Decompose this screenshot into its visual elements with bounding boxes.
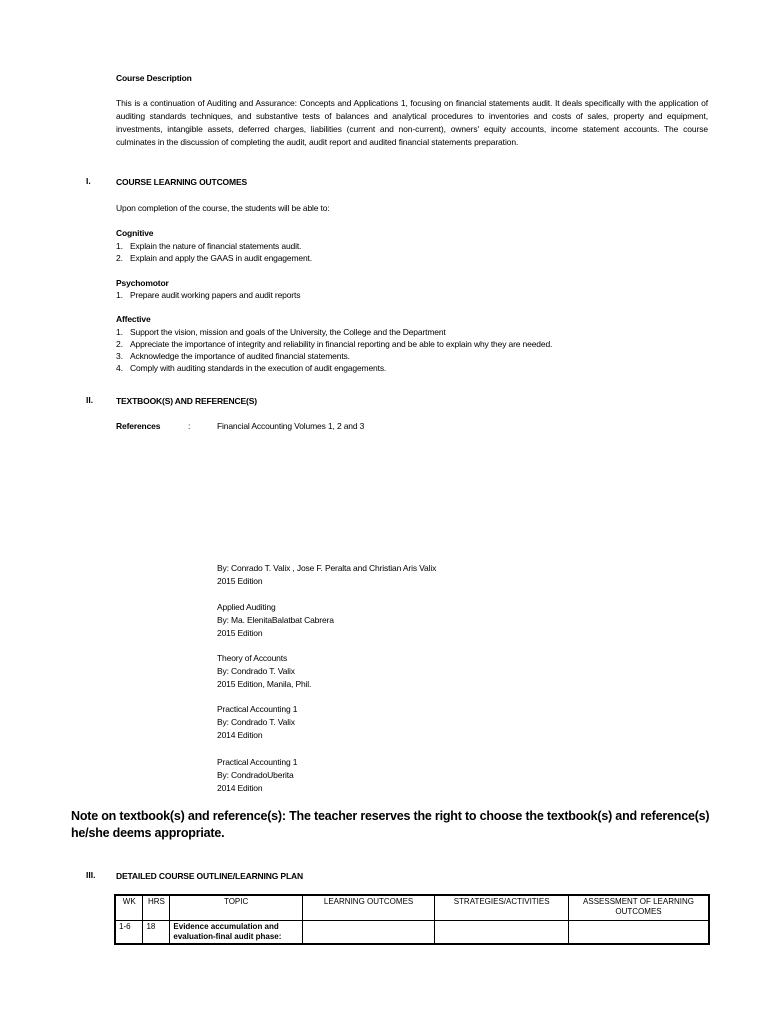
column-header-hrs: HRS [143, 895, 170, 921]
list-item: 4. Comply with auditing standards in the execution of audit engagements. [116, 363, 387, 373]
reference-note: Note on textbook(s) and reference(s): The teacher reserves the right to choose the textbook(s) and reference(s) he/she deems appropriate. [71, 809, 710, 840]
reference-entry: Applied Auditing By: Ma. ElenitaBalatbat Cabrera 2015 Edition [217, 602, 334, 638]
column-header-wk: WK [115, 895, 143, 921]
list-item: 1. Explain the nature of financial statements audit. [116, 241, 302, 251]
section-2-numeral: II. [86, 395, 94, 405]
learning-plan-table [114, 894, 710, 945]
table-cell: 1-6 [115, 921, 143, 945]
reference-entry: Practical Accounting 1 By: CondradoUberita 2014 Edition [217, 757, 298, 793]
list-item: 1. Support the vision, mission and goals of the University, the College and the Department [116, 327, 446, 337]
references-colon: : [188, 421, 191, 431]
table-header-row [115, 895, 709, 921]
table-cell [569, 921, 709, 945]
course-description-heading: Course Description [116, 73, 192, 83]
references-label: References [116, 421, 161, 431]
section-3-title: DETAILED COURSE OUTLINE/LEARNING PLAN [116, 871, 303, 881]
section-1-title: COURSE LEARNING OUTCOMES [116, 177, 247, 187]
section-2-title: TEXTBOOK(S) AND REFERENCE(S) [116, 396, 257, 406]
table-cell: 18 [143, 921, 170, 945]
column-header-learning-outcomes: LEARNING OUTCOMES [302, 895, 434, 921]
table-cell [302, 921, 434, 945]
list-item: 2. Appreciate the importance of integrity and reliability in financial reporting and be able to explain why they are needed. [116, 339, 553, 349]
list-item: 3. Acknowledge the importance of audited financial statements. [116, 351, 350, 361]
course-description-text: This is a continuation of Auditing and Assurance: Concepts and Applications 1, focusing on financial statements audit. It deals specifically with the application of auditing standards techniques, and substantive tests of balances and analytical procedures to inventories and costs of sales, property and equipment, investments, intangible assets, deferred charges, liabilities (current and non-current), owners' equity accounts, income statement accounts. The course culminates in the discussion of completing the audit, audit report and audited financial statements preparation. [116, 98, 708, 147]
section-1-numeral: I. [86, 176, 91, 186]
psychomotor-list [116, 289, 300, 301]
column-header-topic: TOPIC [170, 895, 302, 921]
table-row [115, 921, 709, 945]
cognitive-heading: Cognitive [116, 228, 154, 238]
affective-list [116, 326, 552, 374]
reference-entry: By: Conrado T. Valix , Jose F. Peralta and Christian Aris Valix 2015 Edition [217, 563, 437, 586]
column-header-assessment: ASSESSMENT OF LEARNING OUTCOMES [569, 895, 709, 921]
section-3-numeral: III. [86, 870, 96, 880]
section-1-intro: Upon completion of the course, the students will be able to: [116, 203, 330, 213]
column-header-strategies: STRATEGIES/ACTIVITIES [435, 895, 569, 921]
reference-entry: Practical Accounting 1 By: Condrado T. Valix 2014 Edition [217, 704, 298, 740]
cognitive-list [116, 240, 312, 264]
list-item: 1. Prepare audit working papers and audit reports [116, 290, 301, 300]
affective-heading: Affective [116, 314, 151, 324]
psychomotor-heading: Psychomotor [116, 278, 169, 288]
first-reference: Financial Accounting Volumes 1, 2 and 3 [217, 421, 365, 431]
table-cell: Evidence accumulation and evaluation-final audit phase: [170, 921, 302, 945]
reference-entry: Theory of Accounts By: Condrado T. Valix 2015 Edition, Manila, Phil. [217, 653, 312, 689]
table-cell [435, 921, 569, 945]
list-item: 2. Explain and apply the GAAS in audit engagement. [116, 253, 312, 263]
